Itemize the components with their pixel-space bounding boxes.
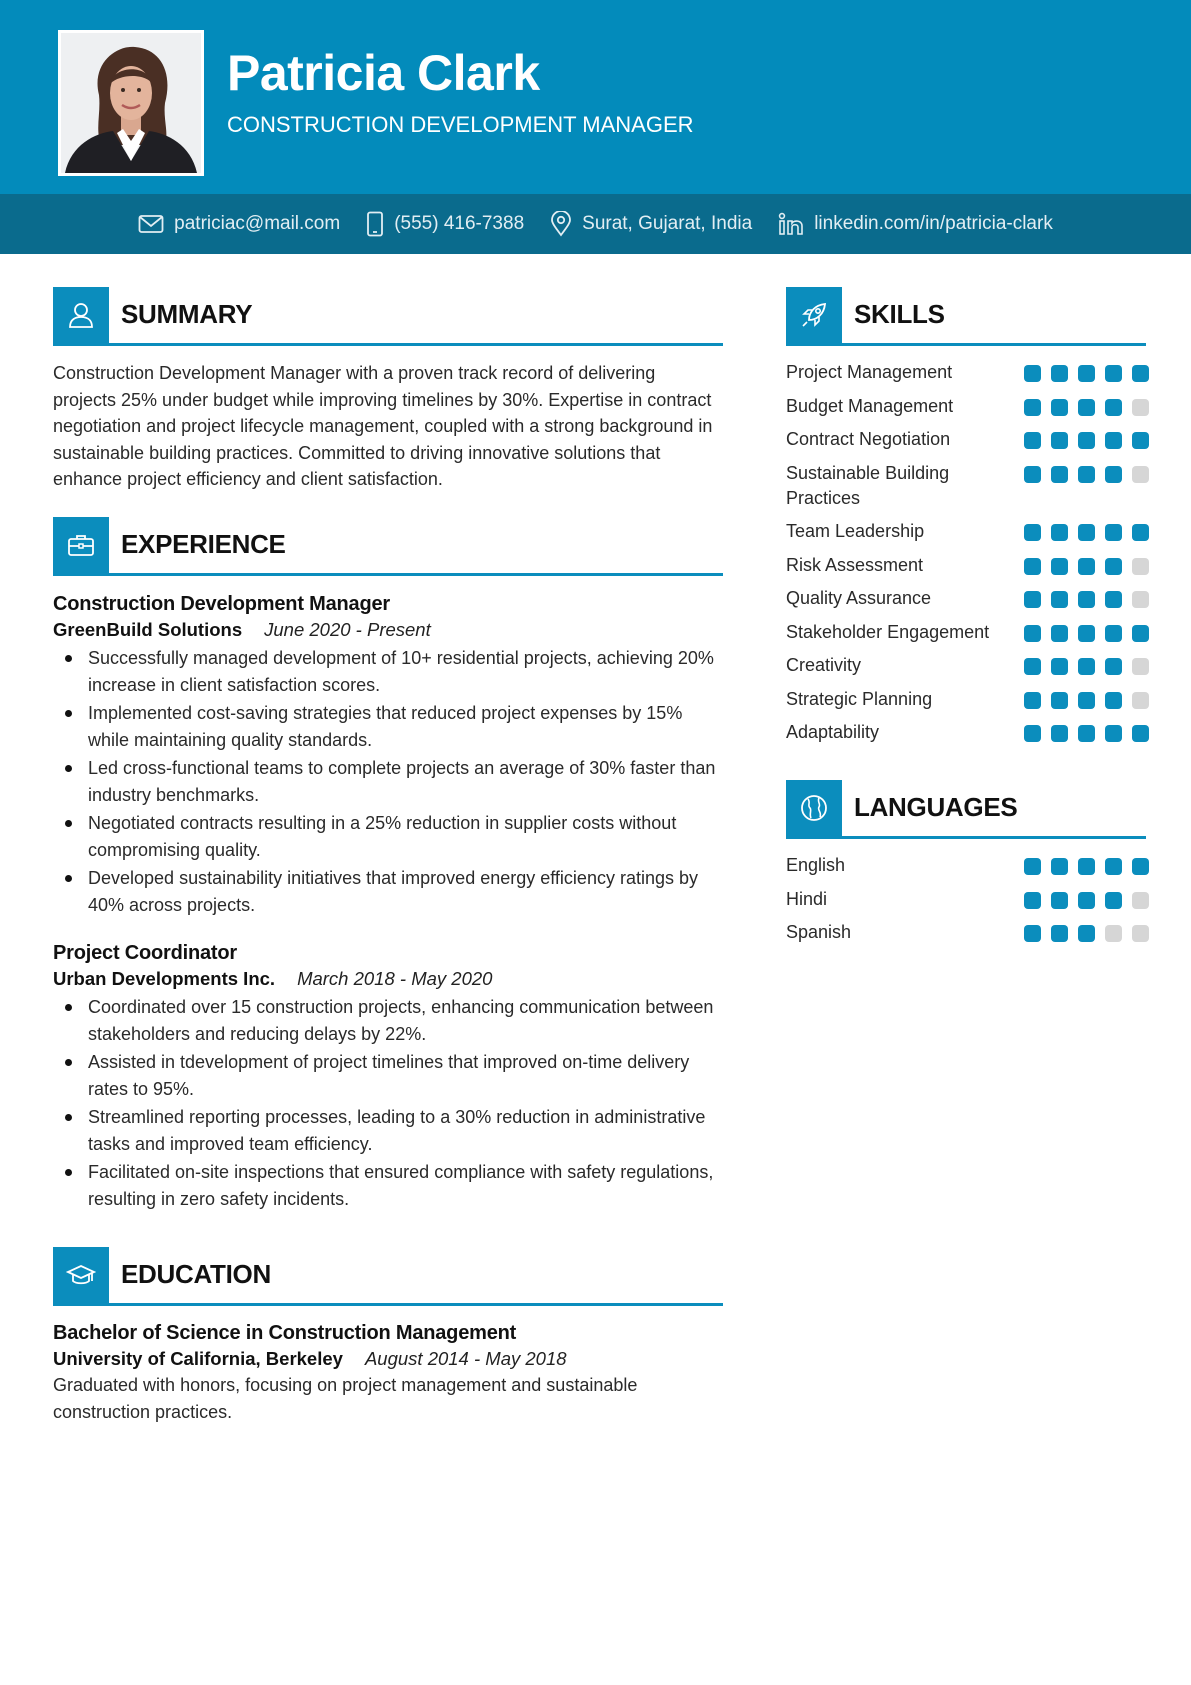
skills-row <box>786 360 1146 385</box>
school: University of California, Berkeley <box>53 1348 343 1369</box>
degree: Bachelor of Science in Construction Management <box>53 1322 517 1344</box>
education-section-header <box>53 1247 723 1306</box>
skills-name: Stakeholder Engagement <box>786 621 990 642</box>
candidate-name: Patricia Clark <box>227 45 540 101</box>
rating-dot-filled <box>1078 558 1095 575</box>
skills-row <box>786 620 1146 645</box>
skills-row <box>786 519 1146 544</box>
rating-dot-filled <box>1105 558 1122 575</box>
rating-dot-filled <box>1024 858 1041 875</box>
rating-dot-filled <box>1051 692 1068 709</box>
rating-dot-empty <box>1105 925 1122 942</box>
job-company-line <box>53 966 723 992</box>
rating-dot-filled <box>1078 858 1095 875</box>
rating-dot-filled <box>1105 658 1122 675</box>
skills-rating <box>1024 658 1149 675</box>
skills-section-header <box>786 287 1146 346</box>
rating-dot-filled <box>1051 658 1068 675</box>
rating-dot-filled <box>1024 725 1041 742</box>
languages-rating <box>1024 858 1149 875</box>
summary-section-header <box>53 287 723 346</box>
rating-dot-filled <box>1105 432 1122 449</box>
rating-dot-filled <box>1024 591 1041 608</box>
rating-dot-filled <box>1078 466 1095 483</box>
rocket-icon <box>799 300 829 330</box>
rating-dot-filled <box>1051 925 1068 942</box>
rating-dot-filled <box>1078 625 1095 642</box>
rating-dot-filled <box>1051 558 1068 575</box>
languages-icon-box <box>786 780 842 836</box>
rating-dot-filled <box>1024 658 1041 675</box>
skills-rating <box>1024 625 1149 642</box>
languages-name: English <box>786 855 846 875</box>
education-dates: August 2014 - May 2018 <box>364 1348 567 1369</box>
skills-row <box>786 687 1146 712</box>
skills-rating <box>1024 365 1149 382</box>
skills-row <box>786 427 1146 452</box>
job-company: GreenBuild Solutions <box>53 619 243 640</box>
skills-row <box>786 553 1146 578</box>
rating-dot-filled <box>1051 365 1068 382</box>
user-icon <box>66 300 96 330</box>
job-bullet: Developed sustainability initiatives that improved energy efficiency ratings by 40% across projects. <box>53 865 723 918</box>
phone-text[interactable]: (555) 416-7388 <box>394 213 525 234</box>
languages-name: Hindi <box>786 888 828 909</box>
rating-dot-filled <box>1078 399 1095 416</box>
resume-header <box>0 0 1191 194</box>
school-line <box>53 1346 723 1372</box>
experience-job-1 <box>53 591 723 920</box>
skills-rating <box>1024 725 1149 742</box>
rating-dot-empty <box>1132 692 1149 709</box>
rating-dot-filled <box>1024 925 1041 942</box>
languages-list <box>786 853 1146 954</box>
skills-rating <box>1024 466 1149 483</box>
skills-rating <box>1024 432 1149 449</box>
rating-dot-filled <box>1024 558 1041 575</box>
rating-dot-filled <box>1024 399 1041 416</box>
job-title: Construction Development Manager <box>53 593 390 615</box>
rating-dot-filled <box>1105 524 1122 541</box>
location-text: Surat, Gujarat, India <box>582 213 753 234</box>
languages-section-header <box>786 780 1146 839</box>
linkedin-icon <box>778 212 804 236</box>
rating-dot-filled <box>1105 892 1122 909</box>
experience-icon-box <box>53 517 109 573</box>
languages-rating <box>1024 892 1149 909</box>
rating-dot-filled <box>1051 524 1068 541</box>
rating-dot-filled <box>1105 858 1122 875</box>
email-text[interactable]: patriciac@mail.com <box>174 213 341 234</box>
skills-rating <box>1024 524 1149 541</box>
skills-name: Creativity <box>786 655 862 675</box>
job-dates: March 2018 - May 2020 <box>297 968 493 989</box>
education-description: Graduated with honors, focusing on project management and sustainable construction practices. <box>53 1375 638 1422</box>
linkedin-text[interactable]: linkedin.com/in/patricia-clark <box>814 213 1053 234</box>
job-company: Urban Developments Inc. <box>53 968 276 989</box>
rating-dot-filled <box>1078 365 1095 382</box>
rating-dot-filled <box>1078 432 1095 449</box>
contact-bar <box>0 194 1191 254</box>
rating-dot-filled <box>1105 725 1122 742</box>
skills-row <box>786 586 1146 611</box>
rating-dot-filled <box>1051 858 1068 875</box>
skills-rating <box>1024 399 1149 416</box>
rating-dot-filled <box>1024 432 1041 449</box>
location-pin-icon <box>550 211 572 237</box>
rating-dot-filled <box>1078 524 1095 541</box>
candidate-title: CONSTRUCTION DEVELOPMENT MANAGER <box>227 112 694 137</box>
experience-section-header <box>53 517 723 576</box>
skills-row <box>786 653 1146 678</box>
rating-dot-filled <box>1132 524 1149 541</box>
job-bullet: Facilitated on-site inspections that ensured compliance with safety regulations, resulting in zero safety incidents. <box>53 1159 723 1212</box>
rating-dot-filled <box>1024 892 1041 909</box>
rating-dot-filled <box>1132 725 1149 742</box>
rating-dot-filled <box>1024 466 1041 483</box>
languages-rating <box>1024 925 1149 942</box>
skills-rating <box>1024 558 1149 575</box>
skills-name: Sustainable Building Practices <box>786 462 950 508</box>
rating-dot-filled <box>1051 625 1068 642</box>
summary-heading: SUMMARY <box>121 299 253 329</box>
rating-dot-empty <box>1132 558 1149 575</box>
summary-icon-box <box>53 287 109 343</box>
job-dates: June 2020 - Present <box>264 619 431 640</box>
skills-rating <box>1024 591 1149 608</box>
rating-dot-empty <box>1132 658 1149 675</box>
rating-dot-filled <box>1078 658 1095 675</box>
job-bullet: Led cross-functional teams to complete projects an average of 30% faster than industry benchmarks. <box>53 755 723 808</box>
rating-dot-filled <box>1078 591 1095 608</box>
rating-dot-empty <box>1132 399 1149 416</box>
globe-icon <box>799 793 829 823</box>
skills-rating <box>1024 692 1149 709</box>
rating-dot-filled <box>1078 925 1095 942</box>
portrait-photo-icon <box>61 33 201 173</box>
skills-name: Strategic Planning <box>786 688 933 709</box>
rating-dot-filled <box>1051 432 1068 449</box>
job-title: Project Coordinator <box>53 942 237 964</box>
summary-text: Construction Development Manager with a proven track record of delivering projects 25% under budget while improving timelines by 30%. Expertise in contract negotiation and project lifecycle management, coupled with a strong background in sustainable building practices. Committed to driving innovative solutions that enhance project efficiency and client satisfaction. <box>53 363 713 489</box>
skills-heading: SKILLS <box>854 299 945 329</box>
rating-dot-empty <box>1132 925 1149 942</box>
rating-dot-filled <box>1051 591 1068 608</box>
skills-row <box>786 720 1146 745</box>
education-heading: EDUCATION <box>121 1259 271 1289</box>
rating-dot-filled <box>1051 892 1068 909</box>
rating-dot-filled <box>1132 858 1149 875</box>
job-bullet: Negotiated contracts resulting in a 25% reduction in supplier costs without compromising quality. <box>53 810 723 863</box>
job-bullet: Coordinated over 15 construction projects, enhancing communication between stakeholders and reducing delays by 22%. <box>53 994 723 1047</box>
skills-name: Contract Negotiation <box>786 429 951 449</box>
skills-row <box>786 394 1146 419</box>
rating-dot-empty <box>1132 466 1149 483</box>
experience-heading: EXPERIENCE <box>121 529 286 559</box>
skills-name: Budget Management <box>786 395 954 416</box>
contact-email[interactable] <box>138 213 340 235</box>
graduation-cap-icon <box>66 1260 96 1290</box>
rating-dot-filled <box>1078 692 1095 709</box>
profile-photo <box>58 30 204 176</box>
languages-row <box>786 853 1146 878</box>
languages-row <box>786 920 1146 945</box>
languages-row <box>786 887 1146 912</box>
contact-linkedin[interactable] <box>778 212 1053 236</box>
contact-location <box>550 211 752 237</box>
rating-dot-filled <box>1105 591 1122 608</box>
rating-dot-filled <box>1024 524 1041 541</box>
rating-dot-filled <box>1132 365 1149 382</box>
job-bullet: Successfully managed development of 10+ residential projects, achieving 20% increase in client satisfaction scores. <box>53 645 723 698</box>
rating-dot-filled <box>1078 725 1095 742</box>
skills-row <box>786 461 1146 511</box>
job-bullet: Implemented cost-saving strategies that reduced project expenses by 15% while maintaining quality standards. <box>53 700 723 753</box>
rating-dot-filled <box>1024 365 1041 382</box>
skills-name: Project Management <box>786 362 953 382</box>
briefcase-icon <box>66 530 96 560</box>
languages-heading: LANGUAGES <box>854 792 1018 822</box>
mail-icon <box>138 214 164 234</box>
rating-dot-filled <box>1132 432 1149 449</box>
rating-dot-filled <box>1051 725 1068 742</box>
rating-dot-filled <box>1105 466 1122 483</box>
education-icon-box <box>53 1247 109 1303</box>
skills-list <box>786 360 1146 754</box>
job-company-line <box>53 617 723 643</box>
contact-phone[interactable] <box>366 211 524 237</box>
rating-dot-filled <box>1105 625 1122 642</box>
languages-name: Spanish <box>786 922 852 942</box>
rating-dot-filled <box>1105 692 1122 709</box>
rating-dot-empty <box>1132 591 1149 608</box>
skills-name: Risk Assessment <box>786 554 924 575</box>
rating-dot-filled <box>1024 692 1041 709</box>
phone-icon <box>366 211 384 237</box>
rating-dot-filled <box>1051 466 1068 483</box>
skills-name: Adaptability <box>786 722 880 742</box>
rating-dot-filled <box>1105 399 1122 416</box>
job-bullet: Assisted in tdevelopment of project timelines that improved on-time delivery rates to 95%. <box>53 1049 723 1102</box>
education-entry <box>53 1320 723 1425</box>
rating-dot-filled <box>1024 625 1041 642</box>
rating-dot-filled <box>1105 365 1122 382</box>
rating-dot-filled <box>1078 892 1095 909</box>
job-bullets <box>53 994 723 1212</box>
rating-dot-filled <box>1051 399 1068 416</box>
experience-job-2 <box>53 940 723 1214</box>
job-bullet: Streamlined reporting processes, leading to a 30% reduction in administrative tasks and improved team efficiency. <box>53 1104 723 1157</box>
skills-name: Team Leadership <box>786 521 925 541</box>
skills-name: Quality Assurance <box>786 588 932 608</box>
rating-dot-filled <box>1132 625 1149 642</box>
job-bullets <box>53 645 723 918</box>
rating-dot-empty <box>1132 892 1149 909</box>
skills-icon-box <box>786 287 842 343</box>
